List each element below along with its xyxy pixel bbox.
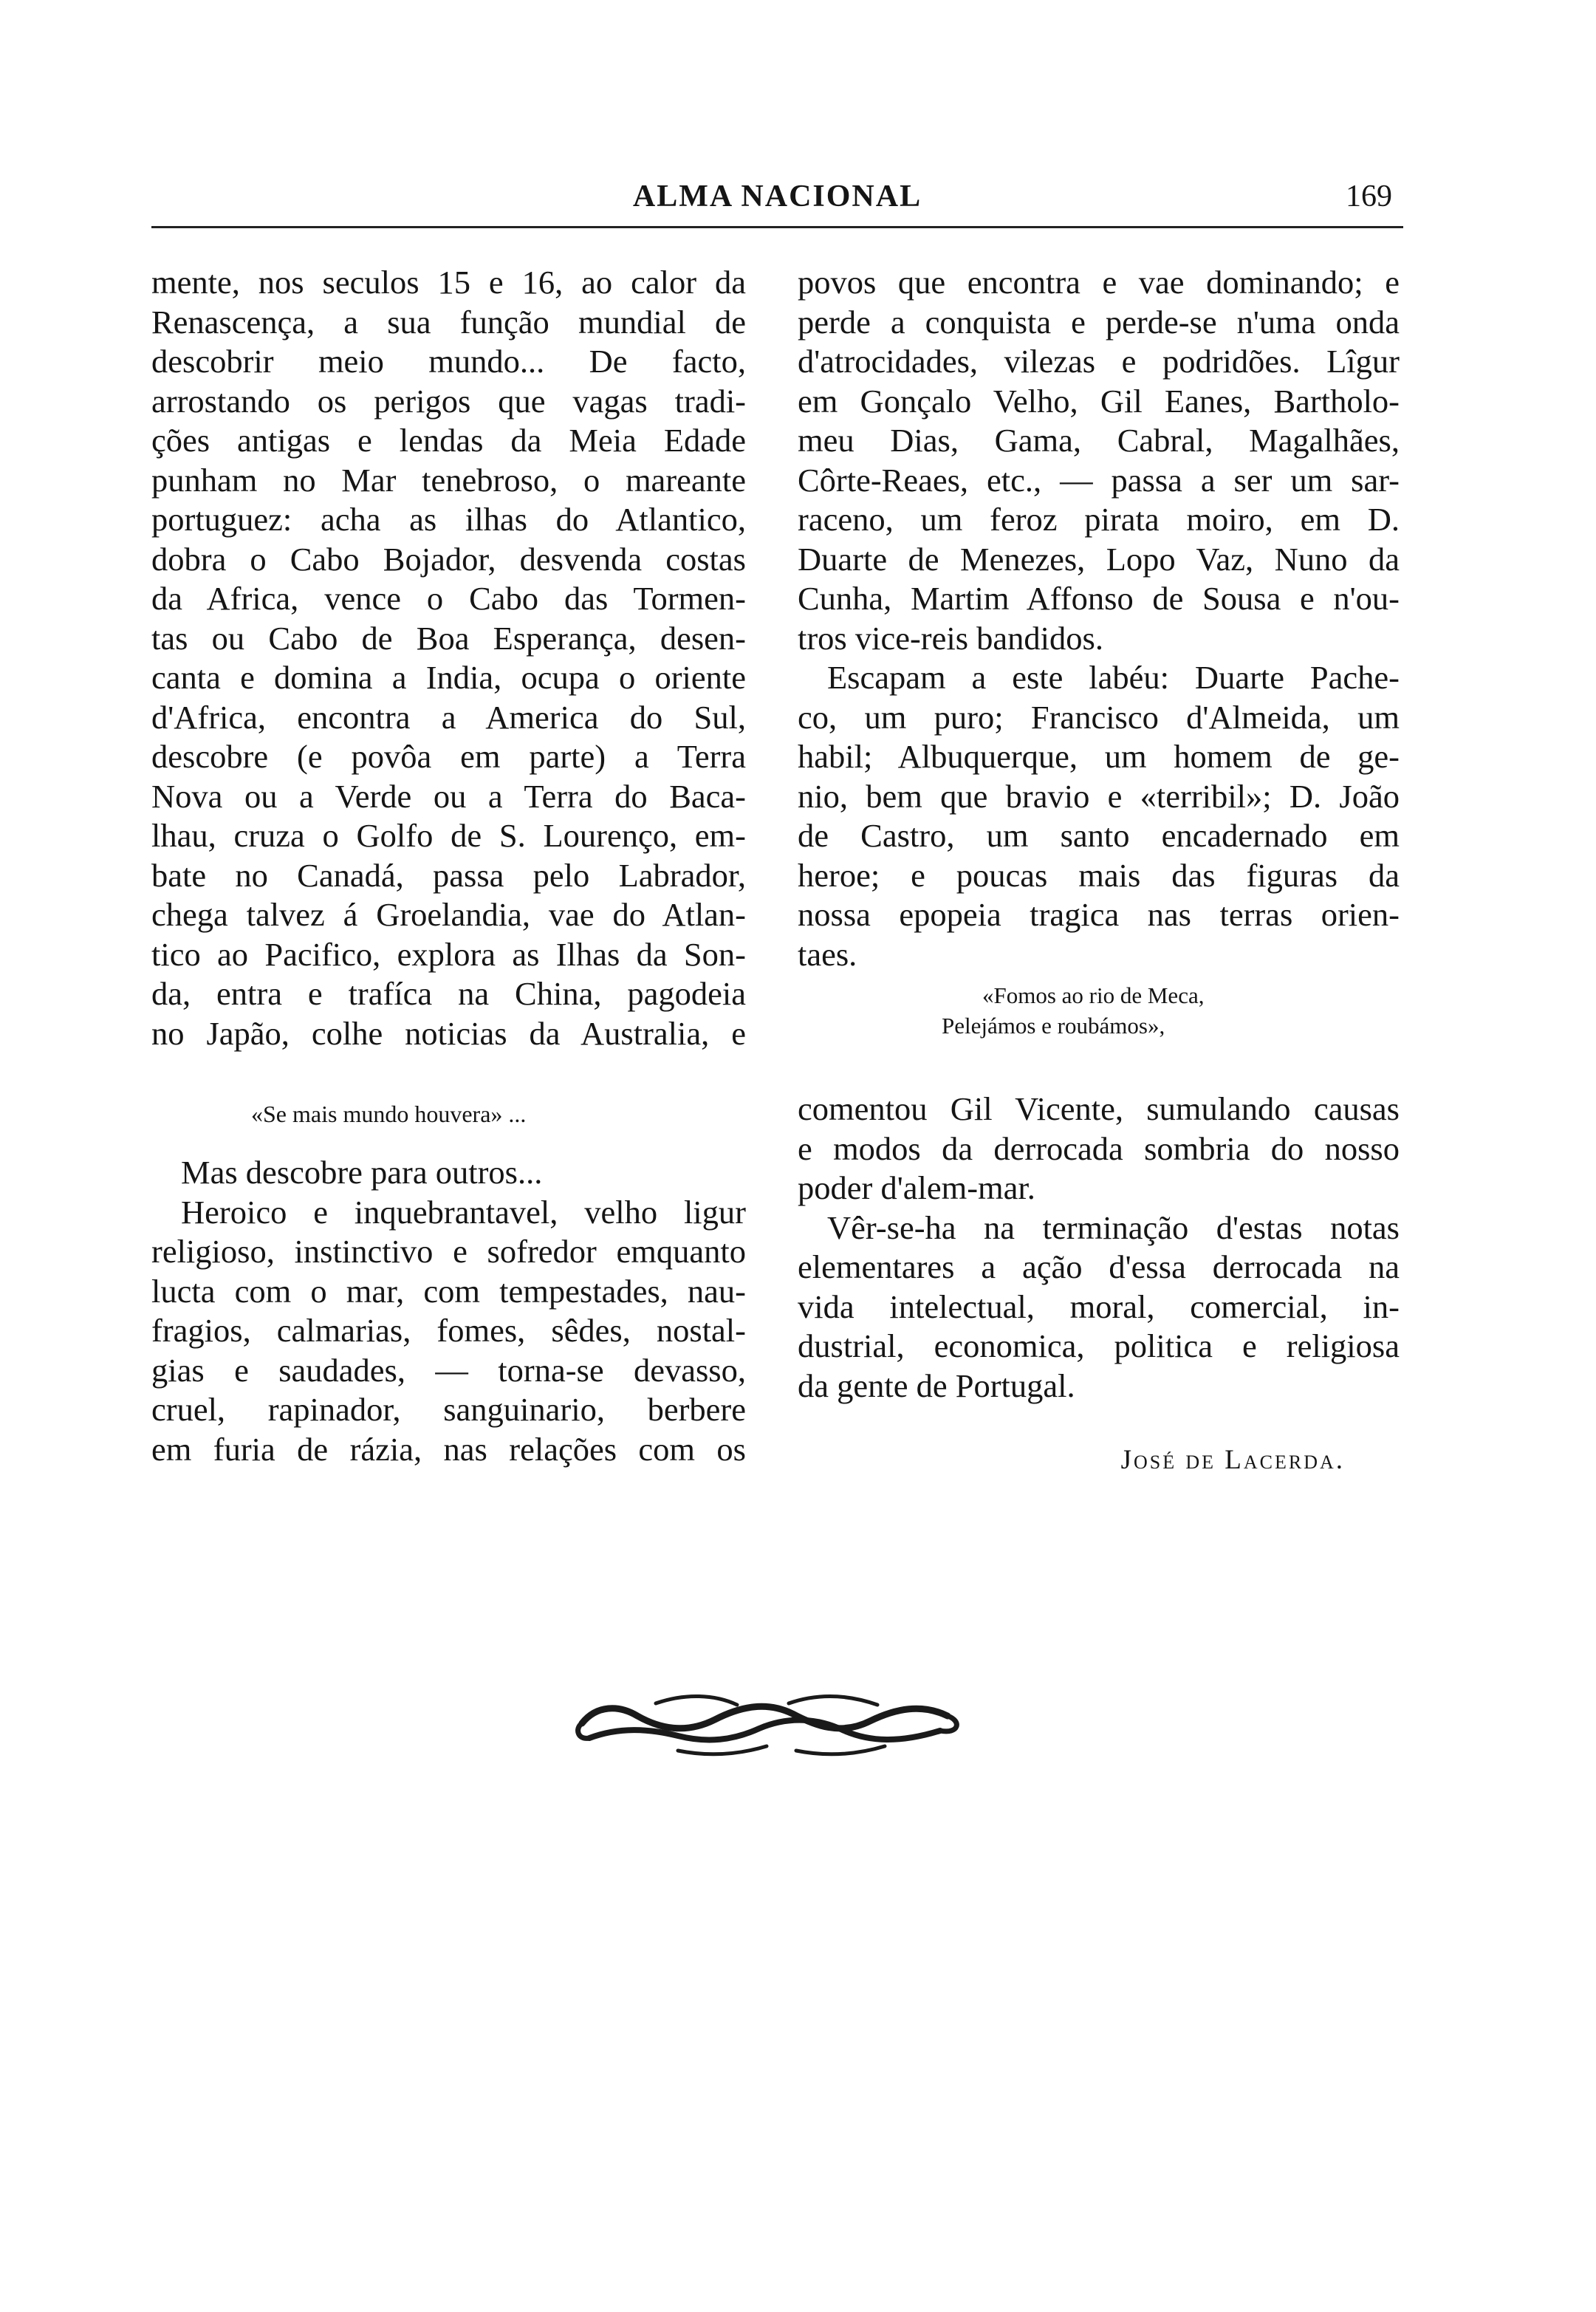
text-line: perde a conquista e perde-se n'uma onda bbox=[798, 303, 1400, 341]
text-line: fragios, calmarias, fomes, sêdes, nostal- bbox=[151, 1312, 746, 1349]
text-line: Côrte-Reaes, etc., — passa a ser um sar- bbox=[798, 461, 1400, 499]
author-signature: José de Lacerda. bbox=[1120, 1445, 1345, 1475]
text-line: em Gonçalo Velho, Gil Eanes, Bartholo- bbox=[798, 382, 1400, 420]
text-line: de Castro, um santo encadernado em bbox=[798, 817, 1400, 854]
text-line: nio, bem que bravio e «terribil»; D. João bbox=[798, 777, 1400, 815]
text-line: e modos da derrocada sombria do nosso bbox=[798, 1129, 1400, 1167]
text-line: chega talvez á Groelandia, vae do Atlan- bbox=[151, 896, 746, 933]
text-line: comentou Gil Vicente, sumulando causas bbox=[798, 1090, 1400, 1127]
text-line: dobra o Cabo Bojador, desvenda costas bbox=[151, 540, 746, 578]
text-line: mente, nos seculos 15 e 16, ao calor da bbox=[151, 264, 746, 301]
running-title: ALMA NACIONAL bbox=[632, 179, 922, 213]
right-column bbox=[798, 263, 1400, 1406]
quote-line: «Se mais mundo houvera» ... bbox=[251, 1101, 527, 1127]
text-line: da Africa, vence o Cabo das Tormen- bbox=[151, 580, 746, 617]
tailpiece-ornament-icon bbox=[567, 1683, 966, 1764]
text-line: Mas descobre para outros... bbox=[181, 1154, 543, 1191]
text-line: lhau, cruza o Golfo de S. Lourenço, em- bbox=[151, 817, 746, 854]
text-line: Duarte de Menezes, Lopo Vaz, Nuno da bbox=[798, 540, 1400, 578]
text-line: tros vice-reis bandidos. bbox=[798, 619, 1103, 657]
text-line: raceno, um feroz pirata moiro, em D. bbox=[798, 501, 1400, 538]
verse-line: Pelejámos e roubámos», bbox=[942, 1013, 1165, 1039]
header-rule bbox=[151, 226, 1403, 228]
text-line: nossa epopeia tragica nas terras orien- bbox=[798, 896, 1400, 933]
text-line: d'Africa, encontra a America do Sul, bbox=[151, 698, 746, 736]
text-line: d'atrocidades, vilezas e podridões. Lîgur bbox=[798, 343, 1400, 380]
text-line: Nova ou a Verde ou a Terra do Baca- bbox=[151, 777, 746, 815]
text-line: em furia de rázia, nas relações com os bbox=[151, 1430, 746, 1468]
text-line: no Japão, colhe noticias da Australia, e bbox=[151, 1014, 746, 1052]
text-line: poder d'alem-mar. bbox=[798, 1169, 1035, 1206]
text-line: punham no Mar tenebroso, o mareante bbox=[151, 461, 746, 499]
text-line: tico ao Pacifico, explora as Ilhas da Son- bbox=[151, 935, 746, 973]
text-line: canta e domina a India, ocupa o oriente bbox=[151, 659, 746, 696]
text-line: habil; Albuquerque, um homem de ge- bbox=[798, 738, 1400, 775]
text-line: co, um puro; Francisco d'Almeida, um bbox=[798, 698, 1400, 736]
text-line: bate no Canadá, passa pelo Labrador, bbox=[151, 856, 746, 894]
verse-line: «Fomos ao rio de Meca, bbox=[982, 982, 1205, 1008]
text-line: heroe; e poucas mais das figuras da bbox=[798, 856, 1400, 894]
text-line: descobre (e povôa em parte) a Terra bbox=[151, 738, 746, 775]
text-line: arrostando os perigos que vagas tradi- bbox=[151, 382, 746, 420]
text-line: elementares a ação d'essa derrocada na bbox=[798, 1248, 1400, 1285]
text-line: descobrir meio mundo... De facto, bbox=[151, 343, 746, 380]
page-number: 169 bbox=[1346, 179, 1392, 213]
text-line: cruel, rapinador, sanguinario, berbere bbox=[151, 1391, 746, 1428]
text-line: povos que encontra e vae dominando; e bbox=[798, 264, 1400, 301]
text-line: Heroico e inquebrantavel, velho ligur bbox=[181, 1193, 746, 1231]
text-line: taes. bbox=[798, 935, 857, 973]
text-line: lucta com o mar, com tempestades, nau- bbox=[151, 1272, 746, 1310]
text-line: ções antigas e lendas da Meia Edade bbox=[151, 422, 746, 459]
text-line: da, entra e trafíca na China, pagodeia bbox=[151, 975, 746, 1012]
text-line: Escapam a este labéu: Duarte Pache- bbox=[827, 659, 1400, 696]
text-line: vida intelectual, moral, comercial, in- bbox=[798, 1287, 1400, 1325]
text-line: meu Dias, Gama, Cabral, Magalhães, bbox=[798, 422, 1400, 459]
text-line: da gente de Portugal. bbox=[798, 1367, 1075, 1404]
text-line: dustrial, economica, politica e religiosa bbox=[798, 1327, 1400, 1364]
text-line: gias e saudades, — torna-se devasso, bbox=[151, 1351, 746, 1389]
page-header bbox=[151, 179, 1403, 222]
text-line: religioso, instinctivo e sofredor emquanto bbox=[151, 1233, 746, 1270]
left-column bbox=[151, 263, 746, 1469]
text-line: Vêr-se-ha na terminação d'estas notas bbox=[827, 1208, 1400, 1246]
text-line: Cunha, Martim Affonso de Sousa e n'ou- bbox=[798, 580, 1400, 617]
text-line: Renascença, a sua função mundial de bbox=[151, 303, 746, 341]
text-line: portuguez: acha as ilhas do Atlantico, bbox=[151, 501, 746, 538]
text-line: tas ou Cabo de Boa Esperança, desen- bbox=[151, 619, 746, 657]
